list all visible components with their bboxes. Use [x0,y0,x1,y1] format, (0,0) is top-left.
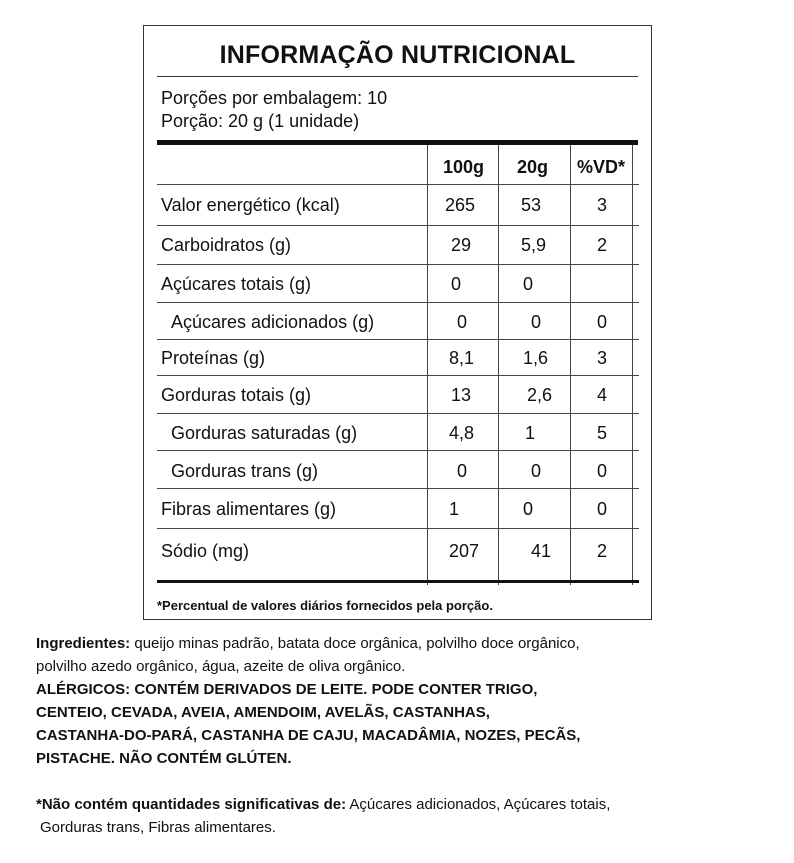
column-header-20g: 20g [517,157,549,177]
row-divider [157,184,639,185]
row-value-20g: 2,6 [527,385,553,405]
row-value-vd: 2 [597,541,608,561]
allergens-line-3: CASTANHA-DO-PARÁ, CASTANHA DE CAJU, MACADÂMIA, NOZES, PECÃS, [36,727,581,744]
row-label: Sódio (mg) [161,541,250,561]
row-value-vd: 2 [597,235,608,255]
row-divider [157,375,639,376]
column-divider [498,145,499,585]
row-value-100g: 0 [457,312,468,332]
row-label: Gorduras saturadas (g) [171,423,358,443]
not-significant-label: *Não contém quantidades significativas de: [36,796,347,813]
servings-per-package: Porções por embalagem: 10 [161,88,388,108]
row-value-100g: 29 [451,235,472,255]
row-value-vd: 0 [597,499,608,519]
row-label: Valor energético (kcal) [161,195,340,215]
not-significant-line-2: Gorduras trans, Fibras alimentares. [40,819,276,836]
table-bottom-rule [157,580,639,583]
row-value-20g: 41 [531,541,552,561]
row-value-vd: 4 [597,385,608,405]
row-divider [157,528,639,529]
row-divider [157,225,639,226]
row-value-vd: 0 [597,461,608,481]
column-divider [427,145,428,585]
row-label: Carboidratos (g) [161,235,292,255]
ingredients-label: Ingredientes: [36,635,131,652]
row-value-vd: 3 [597,195,608,215]
row-label: Proteínas (g) [161,348,266,368]
panel-title: INFORMAÇÃO NUTRICIONAL [219,41,576,69]
row-value-20g: 0 [531,312,542,332]
row-value-20g: 5,9 [521,235,547,255]
allergens-line-2: CENTEIO, CEVADA, AVEIA, AMENDOIM, AVELÃS, CASTANHAS, [36,704,490,721]
row-label: Açúcares totais (g) [161,274,312,294]
ingredients-line-1 [36,632,580,655]
row-value-20g: 1,6 [523,348,549,368]
row-value-100g: 13 [451,385,472,405]
row-label: Gorduras trans (g) [171,461,319,481]
column-header-vd: %VD* [577,157,626,177]
table-footnote: *Percentual de valores diários fornecidos pela porção. [157,598,493,613]
row-value-vd: 5 [597,423,608,443]
row-divider [157,339,639,340]
ingredients-text-1: queijo minas padrão, batata doce orgânica, polvilho doce orgânico, [130,635,580,652]
row-value-100g: 8,1 [449,348,475,368]
row-divider [157,413,639,414]
row-divider [157,488,639,489]
row-value-100g: 0 [451,274,462,294]
row-value-20g: 1 [525,423,536,443]
row-value-20g: 0 [523,274,534,294]
not-significant-text-1: Açúcares adicionados, Açúcares totais, [346,796,611,813]
row-label: Açúcares adicionados (g) [171,312,375,332]
column-header-100g: 100g [443,157,485,177]
row-value-100g: 1 [449,499,460,519]
row-value-20g: 0 [523,499,534,519]
nutrition-table [157,145,639,585]
title-divider [157,76,638,77]
row-value-100g: 4,8 [449,423,475,443]
row-value-100g: 265 [445,195,476,215]
row-divider [157,302,639,303]
nutrition-facts-panel [143,25,652,620]
row-value-vd: 3 [597,348,608,368]
row-divider [157,450,639,451]
column-divider [632,145,633,585]
row-value-20g: 0 [531,461,542,481]
row-value-20g: 53 [521,195,542,215]
row-value-100g: 0 [457,461,468,481]
column-divider [570,145,571,585]
row-label: Fibras alimentares (g) [161,499,337,519]
allergens-line-1: ALÉRGICOS: CONTÉM DERIVADOS DE LEITE. PODE CONTER TRIGO, [36,681,538,698]
row-value-vd: 0 [597,312,608,332]
not-significant-line-1 [36,793,610,816]
row-value-100g: 207 [449,541,480,561]
row-divider [157,264,639,265]
row-label: Gorduras totais (g) [161,385,312,405]
allergens-line-4: PISTACHE. NÃO CONTÉM GLÚTEN. [36,750,292,767]
serving-info [161,87,387,133]
serving-size: Porção: 20 g (1 unidade) [161,111,360,131]
ingredients-line-2: polvilho azedo orgânico, água, azeite de oliva orgânico. [36,658,406,675]
